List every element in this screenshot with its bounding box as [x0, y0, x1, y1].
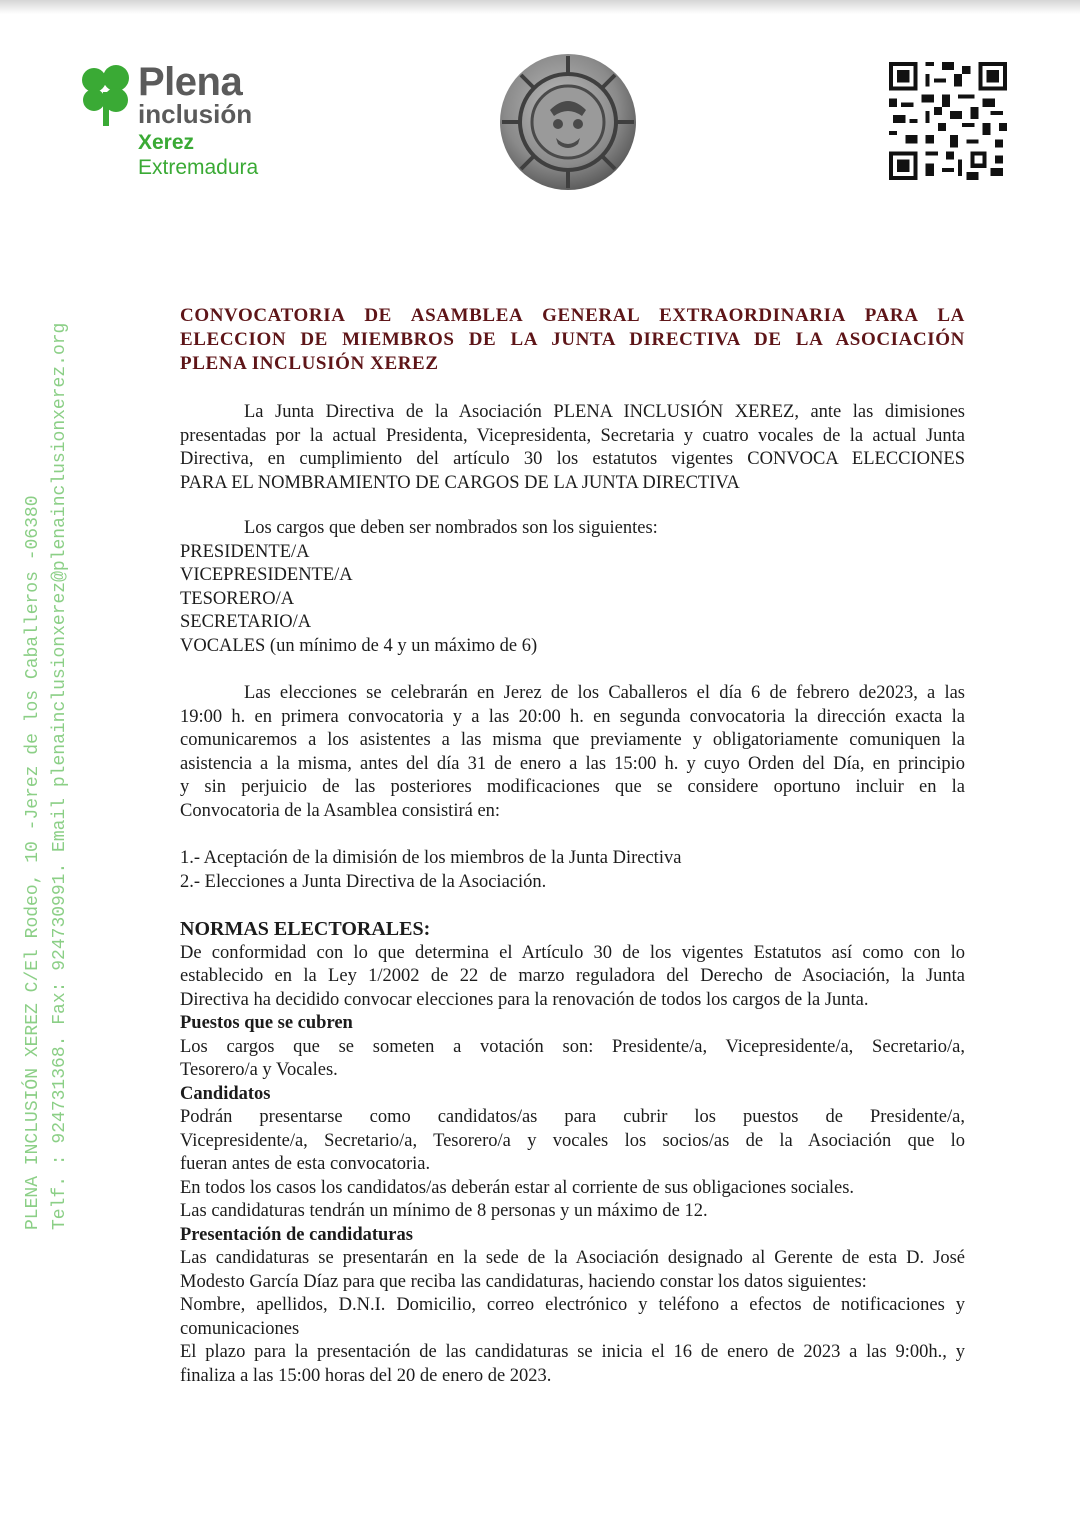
side-address-line: PLENA INCLUSIÓN XEREZ C/El Rodeo, 10 -Jerez de los Caballeros -06380 — [23, 495, 43, 1230]
text-line: Las candidaturas tendrán un mínimo de 8 personas y un máximo de 12. — [180, 1201, 708, 1221]
stone-seal-icon — [498, 52, 638, 192]
logo-word-xerez: Xerez — [138, 131, 195, 154]
logo-word-extremadura: Extremadura — [138, 156, 259, 179]
title-line: CONVOCATORIA DE ASAMBLEA GENERAL EXTRAORDINARIA PARA LA — [180, 305, 965, 326]
scan-edge-shadow — [0, 0, 1080, 14]
text-line: Las candidaturas se presentarán en la sede de la Asociación designado al Gerente de esta D. José — [180, 1248, 965, 1268]
text-line: Convocatoria de la Asamblea consistirá en: — [180, 800, 501, 821]
text-line: Los cargos que se someten a votación son: Presidente/a, Vicepresidente/a, Secretario/a, — [180, 1036, 965, 1057]
text-line: El plazo para la presentación de las candidaturas se inicia el 16 de enero de 2023 a las 9:00h., y — [180, 1342, 965, 1362]
list-item: VICEPRESIDENTE/A — [180, 565, 353, 585]
subsection-heading: Candidatos — [180, 1083, 271, 1104]
side-contact-line: Telf. : 924731368. Fax: 924730991. Email plenainclusionxerez@plenainclusionxerez.org — [50, 322, 70, 1230]
list-item: SECRETARIO/A — [180, 612, 312, 632]
subsection-heading: Presentación de candidaturas — [180, 1224, 413, 1245]
side-contact-info — [20, 322, 90, 1230]
document-body — [180, 304, 965, 1388]
logo-word-inclusion: inclusión — [138, 99, 253, 129]
text-line: fueran antes de esta convocatoria. — [180, 1154, 431, 1174]
text-line: De conformidad con lo que determina el Artículo 30 de los vigentes Estatutos así como con lo — [180, 942, 965, 963]
text-line: Las elecciones se celebrarán en Jerez de los Caballeros el día 6 de febrero de2023, a las — [244, 683, 965, 703]
text-line: Tesorero/a y Vocales. — [180, 1060, 338, 1080]
title-line: PLENA INCLUSIÓN XEREZ — [180, 353, 439, 374]
title-line: ELECCION DE MIEMBROS DE LA JUNTA DIRECTIVA DE LA ASOCIACIÓN — [180, 329, 965, 350]
clover-icon — [80, 64, 134, 126]
normas-section — [180, 918, 965, 1388]
text-line: Vicepresidente/a, Secretario/a, Tesorero/a y vocales los socios/as de la Asociación que lo — [180, 1130, 965, 1151]
text-line: Podrán presentarse como candidatos/as para cubrir los puestos de Presidente/a, — [180, 1107, 965, 1127]
text-line: 19:00 h. en primera convocatoria y a las 20:00 h. en segunda convocatoria la dirección exacta la — [180, 706, 965, 727]
plena-inclusion-logo — [80, 60, 300, 184]
text-line: comunicaciones — [180, 1318, 300, 1339]
text-line: y sin perjuicio de las posteriores modificaciones que se considere oportuno incluir en la — [180, 777, 965, 797]
list-item: TESORERO/A — [180, 588, 295, 609]
subsection-heading: Puestos que se cubren — [180, 1013, 353, 1033]
cargos-list — [180, 517, 965, 658]
text-line: asistencia a la misma, antes del día 31 de enero a las 15:00 h. y cuyo Orden del Día, en principio — [180, 753, 965, 774]
intro-paragraph — [180, 401, 965, 495]
logo-word-plena: Plena — [138, 60, 243, 104]
text-line: establecido en la Ley 1/2002 de 22 de marzo reguladora del Derecho de Asociación, la Junta — [180, 966, 965, 986]
text-line: finaliza a las 15:00 horas del 20 de enero de 2023. — [180, 1365, 552, 1386]
section-heading: NORMAS ELECTORALES: — [180, 918, 431, 940]
text-line: presentadas por la actual Presidenta, Vicepresidenta, Secretaria y cuatro vocales de la actual Junta — [180, 425, 965, 446]
text-line: PARA EL NOMBRAMIENTO DE CARGOS DE LA JUNTA DIRECTIVA — [180, 472, 740, 493]
text-line: comunicaremos a los asistentes a las misma que previamente y obligatoriamente comuniquen la — [180, 730, 965, 750]
list-item: VOCALES (un mínimo de 4 y un máximo de 6) — [180, 635, 538, 656]
elecciones-paragraph — [180, 682, 965, 823]
orden-del-dia — [180, 847, 965, 894]
text-line: La Junta Directiva de la Asociación PLENA INCLUSIÓN XEREZ, ante las dimisiones — [244, 402, 965, 422]
list-item: PRESIDENTE/A — [180, 541, 310, 562]
text-line: Modesto García Díaz para que reciba las candidaturas, haciendo constar los datos siguientes: — [180, 1271, 867, 1292]
cargos-heading: Los cargos que deben ser nombrados son los siguientes: — [244, 518, 658, 538]
list-item: 1.- Aceptación de la dimisión de los miembros de la Junta Directiva — [180, 848, 682, 868]
text-line: Directiva, en cumplimiento del artículo 30 los estatutos vigentes CONVOCA ELECCIONES — [180, 449, 965, 469]
qr-code-icon — [889, 62, 1007, 180]
list-item: 2.- Elecciones a Junta Directiva de la Asociación. — [180, 871, 547, 892]
text-line: En todos los casos los candidatos/as deberán estar al corriente de sus obligaciones sociales. — [180, 1177, 855, 1198]
text-line: Directiva ha decidido convocar elecciones para la renovación de todos los cargos de la Junta. — [180, 989, 869, 1010]
document-title — [180, 304, 965, 376]
text-line: Nombre, apellidos, D.N.I. Domicilio, correo electrónico y teléfono a efectos de notificaciones y — [180, 1295, 965, 1315]
